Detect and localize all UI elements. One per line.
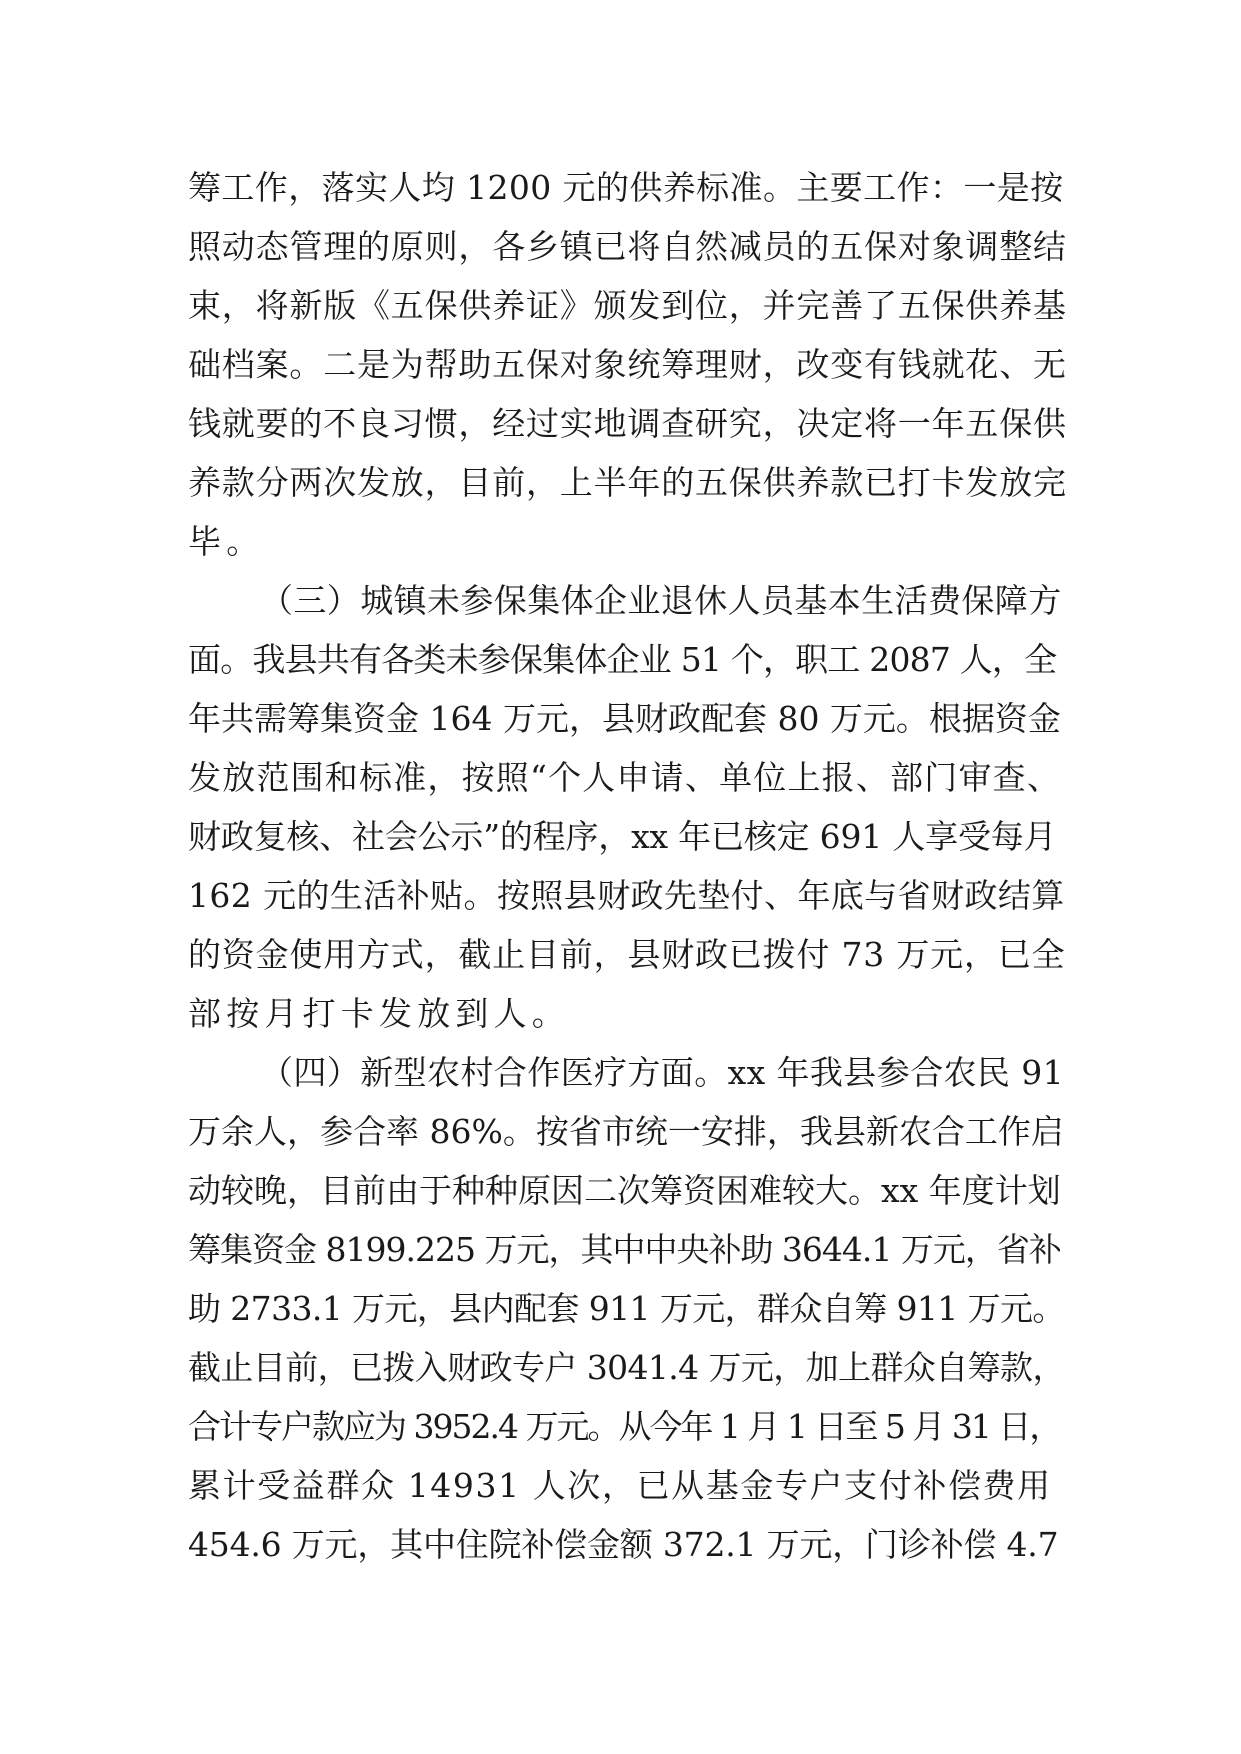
paragraph-section-four <box>188 1043 1068 1574</box>
text-line: 发放范围和标准，按照“个人申请、单位上报、部门审查、 <box>188 758 1062 797</box>
text-line: 束，将新版《五保供养证》颁发到位，并完善了五保供养基 <box>188 286 1067 325</box>
text-line: 年共需筹集资金 164 万元，县财政配套 80 万元。根据资金 <box>188 699 1061 738</box>
text-line: 162 元的生活补贴。按照县财政先垫付、年底与省财政结算 <box>188 876 1065 915</box>
text-line: 部按月打卡发放到人。 <box>188 994 570 1033</box>
text-line: 的资金使用方式，截止目前，县财政已拨付 73 万元，已全 <box>188 935 1066 974</box>
text-line: 累计受益群众 14931 人次，已从基金专户支付补偿费用 <box>188 1466 1052 1505</box>
paragraph-five-guarantee <box>188 158 1068 571</box>
text-line: 钱就要的不良习惯，经过实地调查研究，决定将一年五保供 <box>188 404 1067 443</box>
text-line: 财政复核、社会公示”的程序，xx 年已核定 691 人享受每月 <box>188 817 1057 856</box>
text-line: 面。我县共有各类未参保集体企业 51 个，职工 2087 人，全 <box>188 640 1057 679</box>
text-line: 454.6 万元，其中住院补偿金额 372.1 万元，门诊补偿 4.7 <box>188 1525 1059 1564</box>
text-line: 础档案。二是为帮助五保对象统筹理财，改变有钱就花、无 <box>188 345 1067 384</box>
text-line: 助 2733.1 万元，县内配套 911 万元，群众自筹 911 万元。 <box>188 1289 1065 1328</box>
text-line: 筹集资金 8199.225 万元，其中中央补助 3644.1 万元，省补 <box>188 1230 1061 1269</box>
text-line: 合计专户款应为 3952.4 万元。从今年 1 月 1 日至 5 月 31 日， <box>188 1407 1061 1446</box>
text-line: 万余人，参合率 86%。按省市统一安排，我县新农合工作启 <box>188 1112 1064 1151</box>
document-body <box>188 158 1068 1574</box>
text-line: 筹工作，落实人均 1200 元的供养标准。主要工作：一是按 <box>188 168 1064 207</box>
section-heading-line: （三）城镇未参保集体企业退休人员基本生活费保障方 <box>260 581 1062 620</box>
text-line: 毕。 <box>188 522 265 561</box>
paragraph-section-three <box>188 571 1068 1043</box>
text-line: 照动态管理的原则，各乡镇已将自然减员的五保对象调整结 <box>188 227 1067 266</box>
text-line: 养款分两次发放，目前，上半年的五保供养款已打卡发放完 <box>188 463 1067 502</box>
section-heading-line: （四）新型农村合作医疗方面。xx 年我县参合农民 91 <box>260 1053 1064 1092</box>
text-line: 截止目前，已拨入财政专户 3041.4 万元，加上群众自筹款， <box>188 1348 1065 1387</box>
text-line: 动较晚，目前由于种种原因二次筹资困难较大。xx 年度计划 <box>188 1171 1061 1210</box>
